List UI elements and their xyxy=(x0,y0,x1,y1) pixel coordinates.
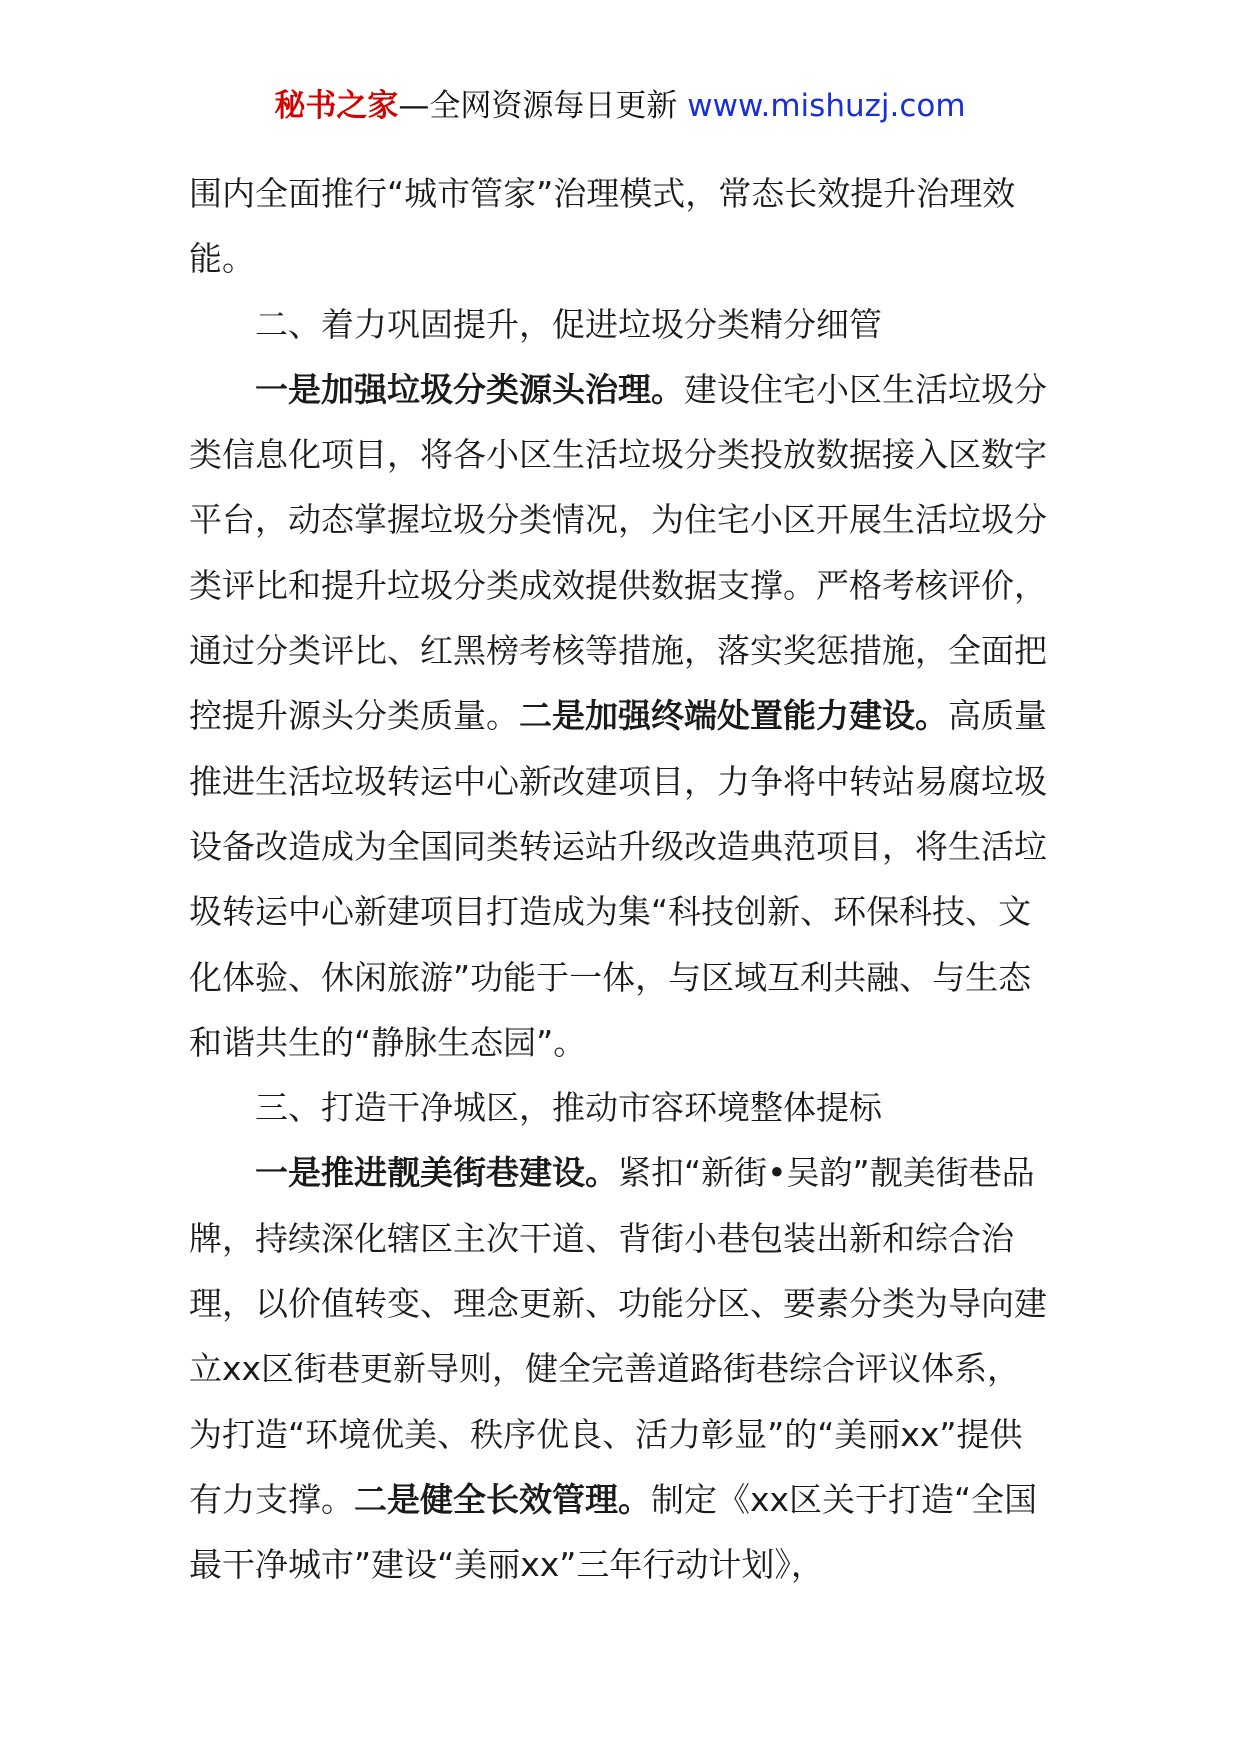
section-heading-text: 二、着力巩固提升，促进垃圾分类精分细管 xyxy=(255,304,882,344)
banner-slogan: —全网资源每日更新 xyxy=(398,88,688,124)
bold-lead-2: 二是加强终端处置能力建设。 xyxy=(519,696,948,736)
bold-lead-2: 二是健全长效管理。 xyxy=(354,1479,651,1519)
document-body xyxy=(189,161,1049,1598)
section-heading-2 xyxy=(189,292,1049,357)
site-banner xyxy=(0,84,1240,128)
paragraph-text: 高质量推进生活垃圾转运中心新改建项目，力争将中转站易腐垃圾设备改造成为全国同类转运站升级改造典范项目，将生活垃圾转运中心新建项目打造成为集“科技创新、环保科技、文化体验、休闲旅游”功能于一体，与区域互利共融、与生态和谐共生的“静脉生态园”。 xyxy=(189,696,1047,1062)
bold-lead-1: 一是推进靓美街巷建设。 xyxy=(255,1153,618,1193)
paragraph-continuation xyxy=(189,161,1049,292)
brand-name: 秘书之家 xyxy=(274,88,399,124)
section-heading-3 xyxy=(189,1075,1049,1140)
paragraph-text: 紧扣“新街•吴韵”靓美街巷品牌，持续深化辖区主次干道、背街小巷包装出新和综合治理，以价值转变、理念更新、功能分区、要素分类为导向建立xx区街巷更新导则，健全完善道路街巷综合评议体系，为打造“环境优美、秩序优良、活力彰显”的“美丽xx”提供有力支撑。 xyxy=(189,1153,1047,1519)
bold-lead-1: 一是加强垃圾分类源头治理。 xyxy=(255,369,684,409)
paragraph-clean-city xyxy=(189,1140,1049,1597)
section-heading-text: 三、打造干净城区，推动市容环境整体提标 xyxy=(255,1088,882,1128)
paragraph-text: 围内全面推行“城市管家”治理模式，常态长效提升治理效能。 xyxy=(189,174,1016,279)
paragraph-text: 制定《xx区关于打造“全国最干净城市”建设“美丽xx”三年行动计划》， xyxy=(189,1479,1038,1585)
paragraph-text: 建设住宅小区生活垃圾分类信息化项目，将各小区生活垃圾分类投放数据接入区数字平台，动态掌握垃圾分类情况，为住宅小区开展生活垃圾分类评比和提升垃圾分类成效提供数据支撑。严格考核评价，通过分类评比、红黑榜考核等措施，落实奖惩措施，全面把控提升源头分类质量。 xyxy=(189,369,1047,736)
site-url-link[interactable]: www.mishuzj.com xyxy=(687,88,966,124)
paragraph-garbage-sorting xyxy=(189,357,1049,1075)
